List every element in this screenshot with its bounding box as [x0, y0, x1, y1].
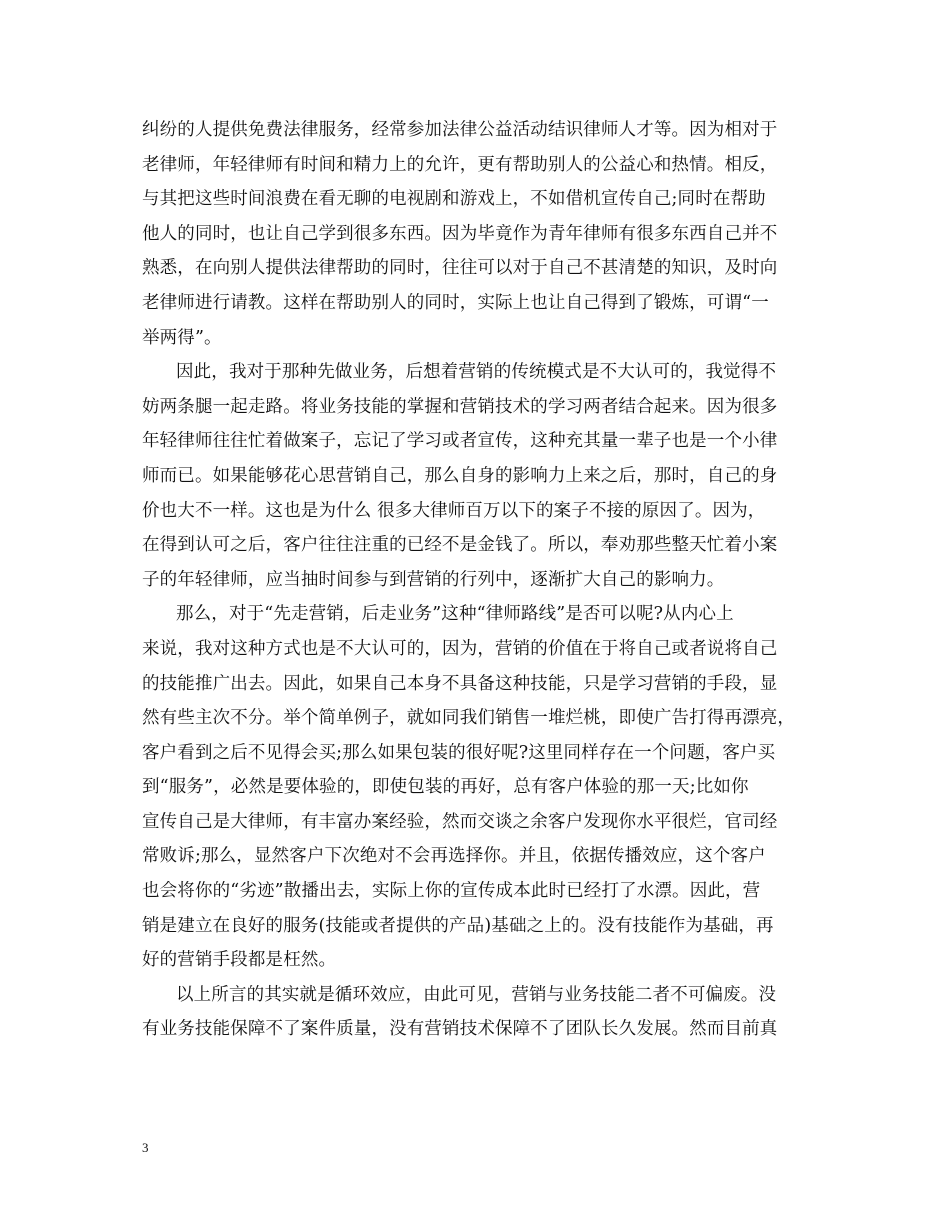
- text-line: 价也大不一样。这也是为什么 很多大律师百万以下的案子不接的原因了。因为，: [142, 500, 766, 521]
- text-line: 子的年轻律师，应当抽时间参与到营销的行列中，逐渐扩大自己的影响力。: [142, 569, 725, 590]
- text-line: 师而已。如果能够花心思营销自己，那么自身的影响力上来之后，那时，自己的身: [142, 465, 778, 486]
- text-line: 妨两条腿一起走路。将业务技能的掌握和营销技术的学习两者结合起来。因为很多: [142, 396, 778, 417]
- text-line: 常败诉;那么，显然客户下次绝对不会再选择你。并且，依据传播效应，这个客户: [142, 846, 766, 867]
- body-text: [142, 113, 822, 1047]
- text-line: 与其把这些时间浪费在看无聊的电视剧和游戏上，不如借机宣传自己;同时在帮助: [142, 189, 766, 210]
- paragraph-first-line: 那么，对于“先走营销，后走业务”这种“律师路线”是否可以呢?从内心上: [176, 604, 734, 625]
- text-line: 然有些主次不分。举个简单例子，就如同我们销售一堆烂桃，即使广告打得再漂亮，: [142, 708, 796, 729]
- text-line: 的技能推广出去。因此，如果自己本身不具备这种技能，只是学习营销的手段，显: [142, 673, 778, 694]
- text-line: 在得到认可之后，客户往往注重的已经不是金钱了。所以，奉劝那些整天忙着小案: [142, 535, 778, 556]
- text-line: 也会将你的“劣迹”散播出去，实际上你的宣传成本此时已经打了水漂。因此，营: [142, 881, 761, 902]
- text-line: 熟悉，在向别人提供法律帮助的同时，往往可以对于自己不甚清楚的知识，及时向: [142, 258, 778, 279]
- page-number: 3: [142, 1140, 149, 1155]
- text-line: 举两得”。: [142, 327, 222, 348]
- text-line: 到“服务”，必然是要体验的，即使包装的再好，总有客户体验的那一天;比如你: [142, 777, 749, 798]
- text-line: 来说，我对这种方式也是不大认可的，因为，营销的价值在于将自己或者说将自己: [142, 638, 778, 659]
- text-line: 客户看到之后不见得会买;那么如果包装的很好呢?这里同样存在一个问题，客户买: [142, 742, 776, 763]
- text-line: 销是建立在良好的服务(技能或者提供的产品)基础之上的。没有技能作为基础，再: [142, 915, 774, 936]
- text-line: 宣传自己是大律师，有丰富办案经验，然而交谈之余客户发现你水平很烂，官司经: [142, 811, 778, 832]
- text-line: 他人的同时，也让自己学到很多东西。因为毕竟作为青年律师有很多东西自己并不: [142, 223, 778, 244]
- paragraph-first-line: 以上所言的其实就是循环效应，由此可见，营销与业务技能二者不可偏废。没: [176, 984, 777, 1005]
- text-line: 纠纷的人提供免费法律服务，经常参加法律公益活动结识律师人才等。因为相对于: [142, 120, 778, 140]
- text-line: 有业务技能保障不了案件质量，没有营销技术保障不了团队长久发展。然而目前真: [142, 1019, 778, 1040]
- text-line: 老律师，年轻律师有时间和精力上的允许，更有帮助别人的公益心和热情。相反，: [142, 154, 778, 175]
- text-line: 年轻律师往往忙着做案子，忘记了学习或者宣传，这种充其量一辈子也是一个小律: [142, 431, 778, 452]
- text-line: 老律师进行请教。这样在帮助别人的同时，实际上也让自己得到了锻炼，可谓“一: [142, 292, 769, 313]
- paragraph-first-line: 因此，我对于那种先做业务，后想着营销的传统模式是不大认可的，我觉得不: [176, 362, 777, 383]
- text-line: 好的营销手段都是枉然。: [142, 950, 337, 971]
